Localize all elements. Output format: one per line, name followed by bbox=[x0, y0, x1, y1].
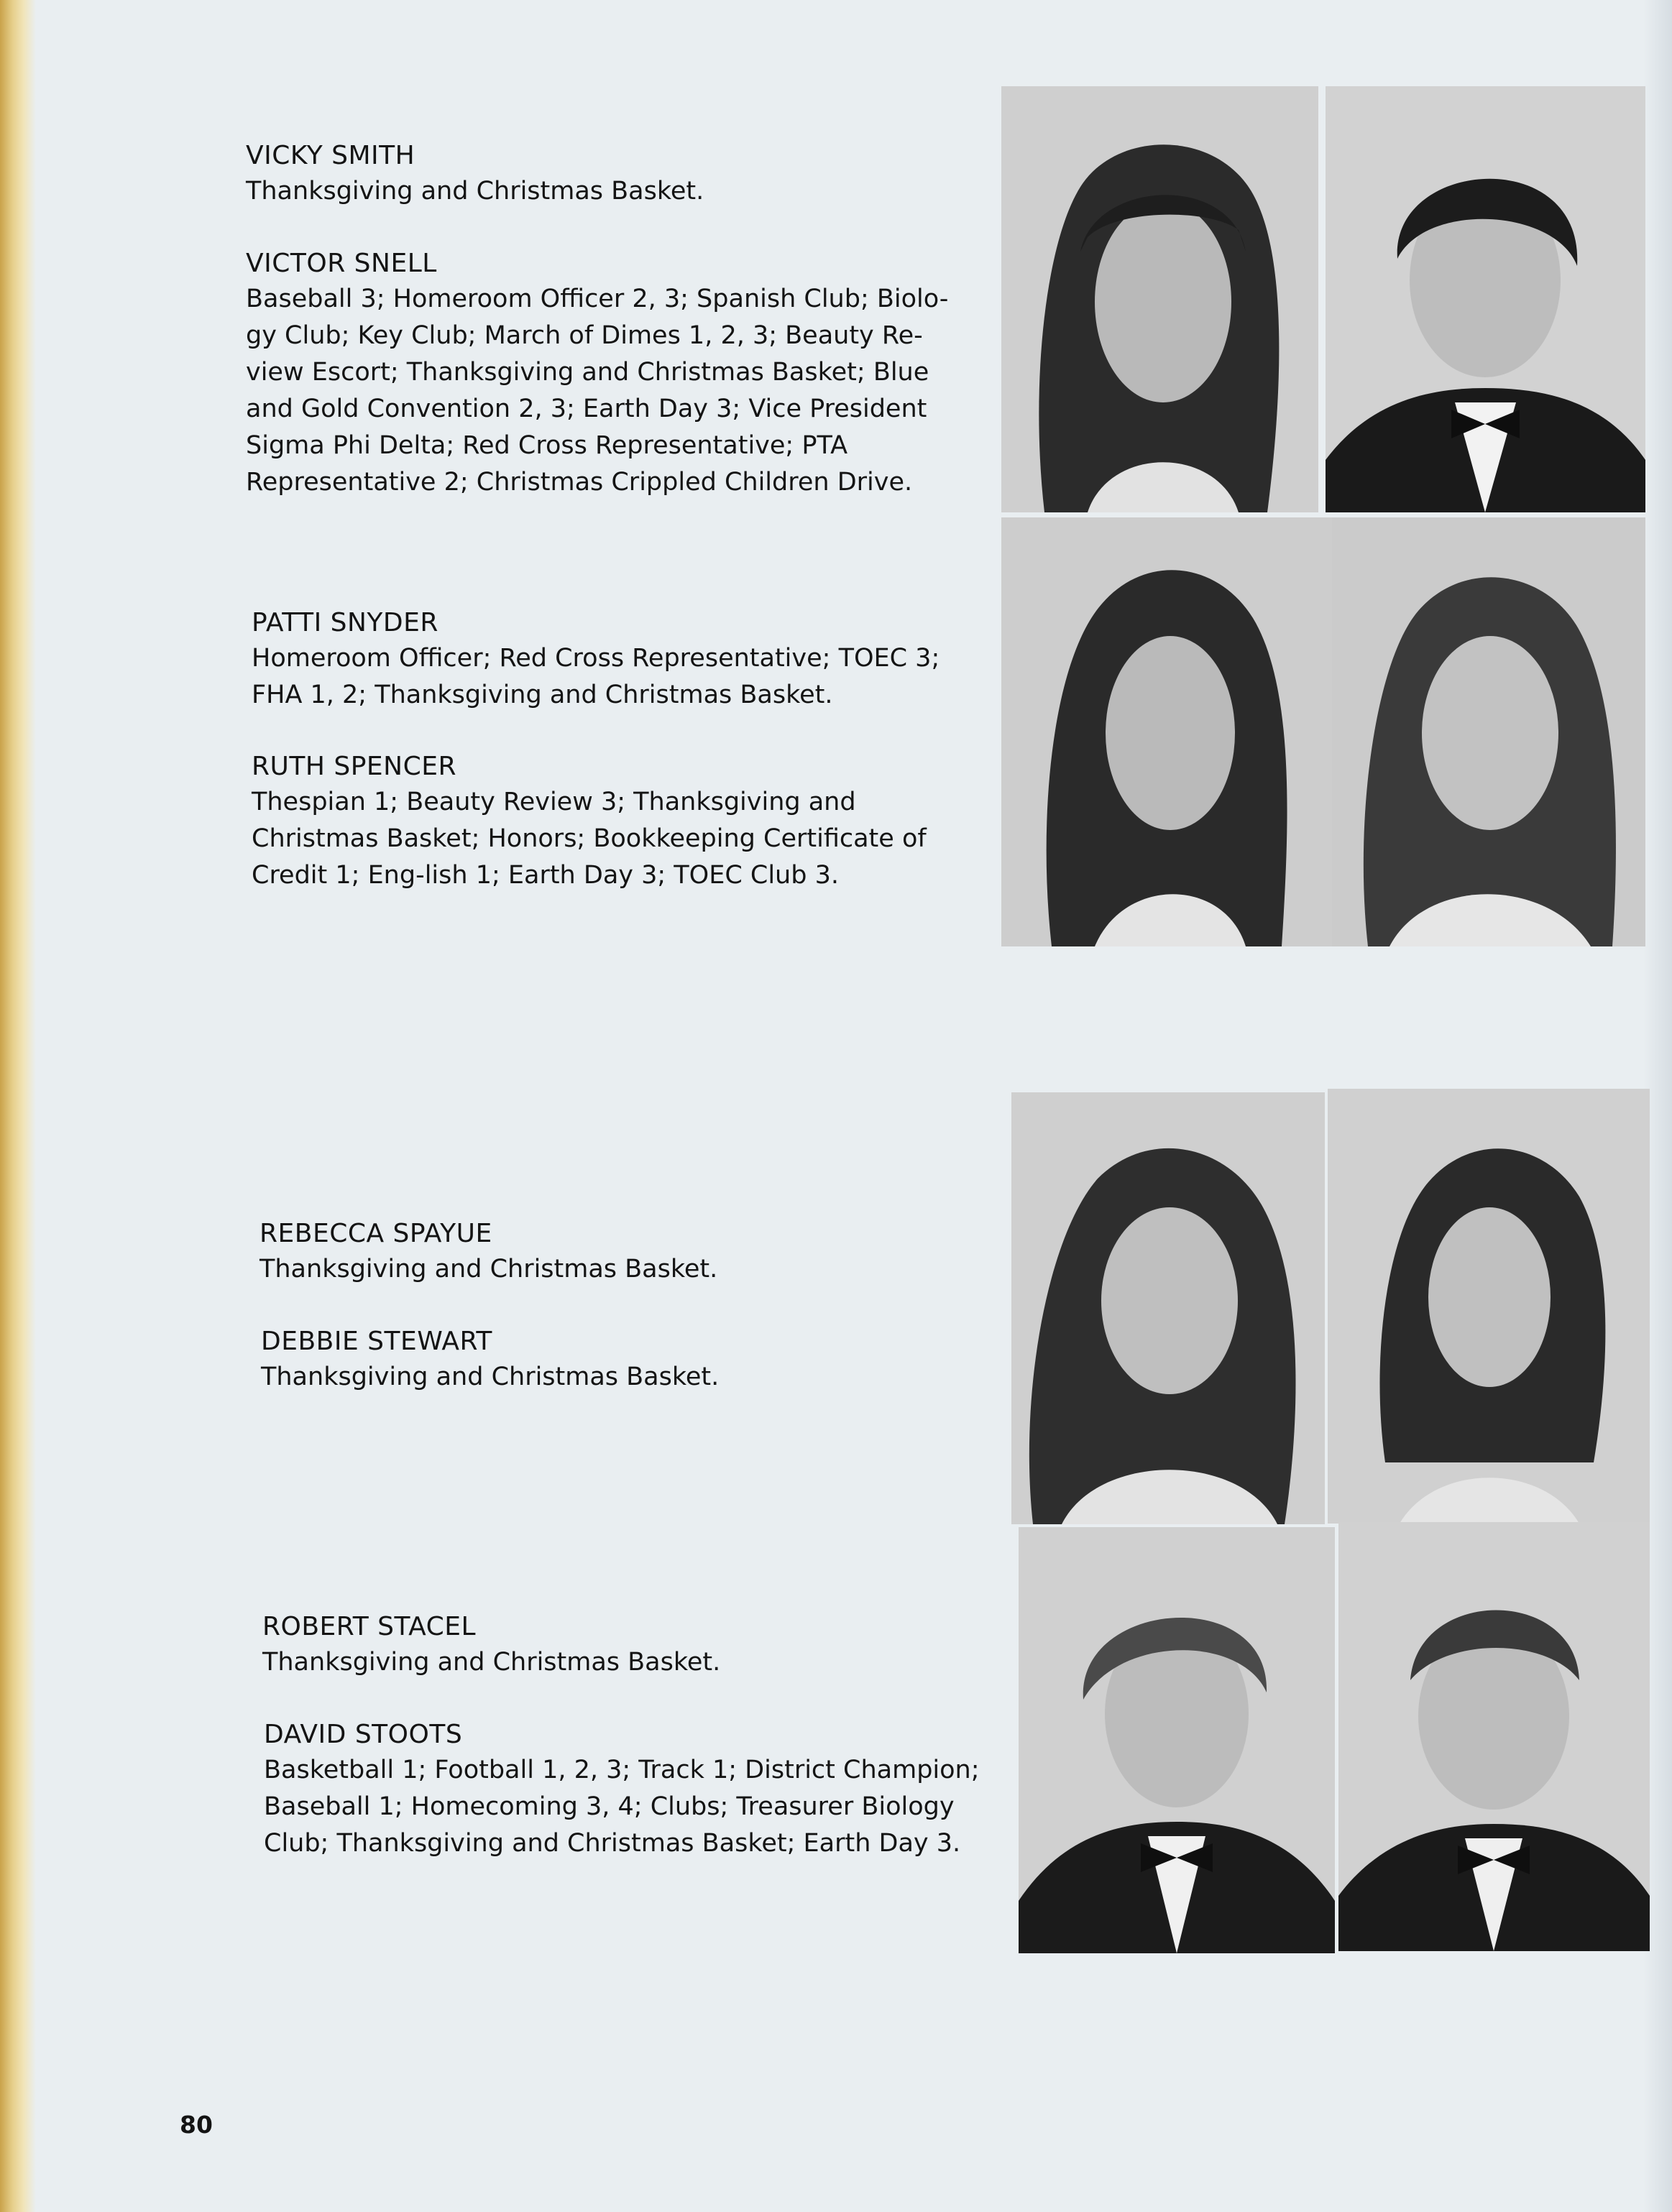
student-name: REBECCA SPAYUE bbox=[259, 1219, 492, 1248]
portrait-photo bbox=[1011, 1092, 1325, 1524]
student-name: DEBBIE STEWART bbox=[261, 1327, 492, 1356]
portrait-photo bbox=[1332, 517, 1645, 946]
portrait-photo bbox=[1001, 86, 1318, 512]
entry-robert-stacel bbox=[262, 1610, 974, 1681]
student-activities: Thanksgiving and Christmas Basket. bbox=[246, 177, 704, 206]
entry-patti-snyder bbox=[252, 606, 970, 714]
student-activities: Baseball 3; Homeroom Officer 2, 3; Spanish Club; Biolo-gy Club; Key Club; March of Dimes 1, 2, 3; Beauty Re-view Escort; Thanksgiving and Christmas Basket; Blue and Gold Convention 2, 3; Earth Day 3; Vice President Sigma Phi Delta; Red Cross Representative; PTA Representative 2; Christmas Crippled Children Drive. bbox=[246, 285, 949, 497]
entry-debbie-stewart bbox=[261, 1324, 973, 1396]
entry-rebecca-spayue bbox=[259, 1217, 971, 1288]
student-activities: Thespian 1; Beauty Review 3; Thanksgiving and Christmas Basket; Honors; Bookkeeping Certificate of Credit 1; Eng-lish 1; Earth Day 3; TOEC Club 3. bbox=[252, 788, 927, 890]
student-activities: Basketball 1; Football 1, 2, 3; Track 1; District Champion; Baseball 1; Homecoming 3, 4; Clubs; Treasurer Biology Club; Thanksgiving and Christmas Basket; Earth Day 3. bbox=[264, 1756, 980, 1858]
portrait-photo bbox=[1326, 86, 1645, 512]
portrait-photo bbox=[1328, 1089, 1650, 1524]
student-name: DAVID STOOTS bbox=[264, 1720, 463, 1749]
entry-david-stoots bbox=[264, 1718, 988, 1862]
student-activities: Thanksgiving and Christmas Basket. bbox=[262, 1648, 721, 1677]
student-name: VICTOR SNELL bbox=[246, 249, 437, 278]
student-activities: Thanksgiving and Christmas Basket. bbox=[259, 1255, 718, 1284]
portrait-photo bbox=[1019, 1527, 1335, 1953]
student-name: PATTI SNYDER bbox=[252, 608, 438, 637]
entry-vicky-smith bbox=[246, 139, 972, 210]
student-name: ROBERT STACEL bbox=[262, 1612, 477, 1641]
page-number: 80 bbox=[180, 2111, 213, 2139]
portrait-photo bbox=[1001, 517, 1332, 946]
book-binding bbox=[0, 0, 36, 2212]
student-name: RUTH SPENCER bbox=[252, 752, 456, 781]
student-activities: Homeroom Officer; Red Cross Representative; TOEC 3; FHA 1, 2; Thanksgiving and Christmas Basket. bbox=[252, 644, 940, 709]
entry-ruth-spencer bbox=[252, 750, 972, 894]
student-activities: Thanksgiving and Christmas Basket. bbox=[261, 1363, 720, 1391]
entry-victor-snell bbox=[246, 246, 970, 501]
student-name: VICKY SMITH bbox=[246, 141, 415, 170]
portrait-photo bbox=[1338, 1522, 1650, 1951]
